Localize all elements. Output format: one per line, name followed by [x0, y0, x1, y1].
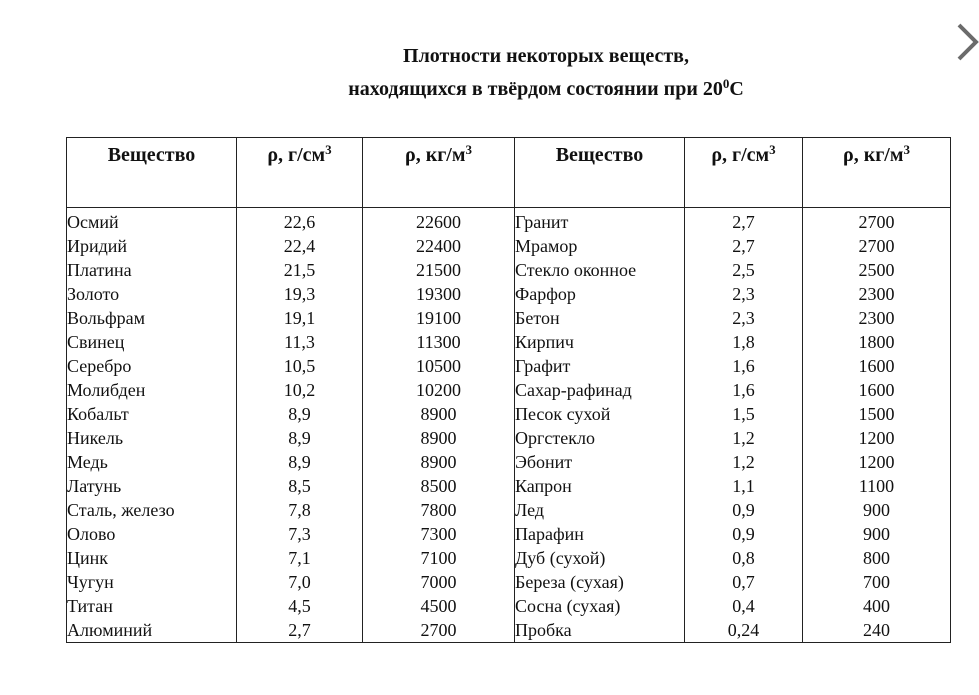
- cell-right-kg: 1100: [803, 474, 951, 498]
- cell-left-g: 7,1: [237, 546, 363, 570]
- cell-right-kg: 2700: [803, 234, 951, 258]
- cell-right-name: Стекло оконное: [515, 258, 685, 282]
- cell-left-kg: 21500: [363, 258, 515, 282]
- cell-right-name: Мрамор: [515, 234, 685, 258]
- table-row: [67, 618, 951, 643]
- table-row: [67, 498, 951, 522]
- cell-right-kg: 240: [803, 618, 951, 643]
- cell-right-kg: 2300: [803, 306, 951, 330]
- cell-right-kg: 1200: [803, 450, 951, 474]
- cell-left-g: 11,3: [237, 330, 363, 354]
- cell-right-name: Сахар-рафинад: [515, 378, 685, 402]
- cell-left-kg: 8900: [363, 450, 515, 474]
- cell-left-g: 22,4: [237, 234, 363, 258]
- cell-left-name: Серебро: [67, 354, 237, 378]
- cell-right-name: Эбонит: [515, 450, 685, 474]
- cell-left-name: Латунь: [67, 474, 237, 498]
- cell-right-kg: 800: [803, 546, 951, 570]
- header-substance-left: Вещество: [67, 138, 237, 208]
- cell-right-kg: 1600: [803, 378, 951, 402]
- cell-right-kg: 900: [803, 522, 951, 546]
- cell-right-kg: 2700: [803, 208, 951, 235]
- cell-left-g: 7,0: [237, 570, 363, 594]
- cell-left-g: 8,9: [237, 402, 363, 426]
- header-density-g-right: ρ, $г/см^3$: [685, 138, 803, 208]
- cell-right-kg: 2500: [803, 258, 951, 282]
- cell-left-name: Титан: [67, 594, 237, 618]
- cell-right-name: Капрон: [515, 474, 685, 498]
- table-row: [67, 208, 951, 235]
- cell-right-kg: 400: [803, 594, 951, 618]
- cell-left-name: Алюминий: [67, 618, 237, 643]
- title-line-1: Плотности некоторых веществ,: [403, 45, 689, 67]
- cell-left-kg: 22600: [363, 208, 515, 235]
- cell-left-g: 21,5: [237, 258, 363, 282]
- cell-left-name: Чугун: [67, 570, 237, 594]
- cell-right-g: 2,5: [685, 258, 803, 282]
- cell-left-name: Золото: [67, 282, 237, 306]
- table-row: [67, 354, 951, 378]
- cell-right-name: Гранит: [515, 208, 685, 235]
- cell-right-kg: 1600: [803, 354, 951, 378]
- table-row: [67, 594, 951, 618]
- cell-left-name: Молибден: [67, 378, 237, 402]
- cell-right-kg: 700: [803, 570, 951, 594]
- cell-left-kg: 4500: [363, 594, 515, 618]
- table-row: [67, 282, 951, 306]
- cell-right-name: Лед: [515, 498, 685, 522]
- cell-right-g: 1,2: [685, 426, 803, 450]
- table-row: [67, 570, 951, 594]
- cell-right-g: 1,5: [685, 402, 803, 426]
- table-header-row: [67, 138, 951, 208]
- header-density-kg-right: ρ, $кг/м^3$: [803, 138, 951, 208]
- cell-left-g: 7,8: [237, 498, 363, 522]
- cell-left-g: 22,6: [237, 208, 363, 235]
- cell-left-kg: 8900: [363, 402, 515, 426]
- cell-right-name: Сосна (сухая): [515, 594, 685, 618]
- cell-right-g: 0,4: [685, 594, 803, 618]
- cell-left-kg: 8500: [363, 474, 515, 498]
- cell-left-kg: 10200: [363, 378, 515, 402]
- cell-left-kg: 8900: [363, 426, 515, 450]
- table-row: [67, 258, 951, 282]
- cell-left-g: 10,5: [237, 354, 363, 378]
- header-density-kg-left: ρ, $кг/м^3$: [363, 138, 515, 208]
- cell-left-g: 8,9: [237, 450, 363, 474]
- cell-right-name: Кирпич: [515, 330, 685, 354]
- cell-right-g: 0,24: [685, 618, 803, 643]
- cell-left-g: 4,5: [237, 594, 363, 618]
- table-row: [67, 402, 951, 426]
- cell-right-g: 2,7: [685, 234, 803, 258]
- cell-right-kg: 2300: [803, 282, 951, 306]
- next-button[interactable]: [952, 20, 979, 64]
- cell-left-g: 2,7: [237, 618, 363, 643]
- cell-left-name: Олово: [67, 522, 237, 546]
- cell-left-name: Кобальт: [67, 402, 237, 426]
- table-row: [67, 546, 951, 570]
- cell-left-name: Свинец: [67, 330, 237, 354]
- cell-left-kg: 7300: [363, 522, 515, 546]
- cell-right-name: Графит: [515, 354, 685, 378]
- cell-left-kg: 19300: [363, 282, 515, 306]
- cell-right-g: 2,3: [685, 306, 803, 330]
- cell-left-kg: 7000: [363, 570, 515, 594]
- cell-right-g: 1,8: [685, 330, 803, 354]
- cell-left-name: Сталь, железо: [67, 498, 237, 522]
- cell-right-name: Парафин: [515, 522, 685, 546]
- cell-right-name: Бетон: [515, 306, 685, 330]
- cell-left-kg: 11300: [363, 330, 515, 354]
- cell-left-name: Иридий: [67, 234, 237, 258]
- cell-left-kg: 10500: [363, 354, 515, 378]
- cell-right-g: 0,9: [685, 498, 803, 522]
- cell-left-g: 19,1: [237, 306, 363, 330]
- cell-right-name: Пробка: [515, 618, 685, 643]
- cell-left-kg: 7100: [363, 546, 515, 570]
- cell-left-kg: 2700: [363, 618, 515, 643]
- cell-right-g: 1,1: [685, 474, 803, 498]
- cell-right-name: Дуб (сухой): [515, 546, 685, 570]
- cell-left-name: Медь: [67, 450, 237, 474]
- cell-right-g: 2,3: [685, 282, 803, 306]
- cell-right-g: 1,6: [685, 354, 803, 378]
- cell-left-name: Вольфрам: [67, 306, 237, 330]
- cell-right-kg: 1200: [803, 426, 951, 450]
- table-row: [67, 450, 951, 474]
- table-row: [67, 234, 951, 258]
- cell-left-g: 19,3: [237, 282, 363, 306]
- table-row: [67, 378, 951, 402]
- cell-right-name: Береза (сухая): [515, 570, 685, 594]
- cell-left-kg: 7800: [363, 498, 515, 522]
- density-table: [66, 137, 951, 643]
- chevron-right-icon: [952, 20, 979, 64]
- cell-left-g: 8,5: [237, 474, 363, 498]
- cell-right-name: Оргстекло: [515, 426, 685, 450]
- header-substance-right: Вещество: [515, 138, 685, 208]
- cell-right-g: 0,8: [685, 546, 803, 570]
- table-row: [67, 306, 951, 330]
- header-density-g-left: ρ, $г/см^3$: [237, 138, 363, 208]
- cell-left-name: Платина: [67, 258, 237, 282]
- cell-left-name: Цинк: [67, 546, 237, 570]
- table-row: [67, 426, 951, 450]
- cell-right-kg: 1500: [803, 402, 951, 426]
- cell-right-name: Песок сухой: [515, 402, 685, 426]
- cell-left-name: Осмий: [67, 208, 237, 235]
- cell-right-g: 1,2: [685, 450, 803, 474]
- table-row: [67, 474, 951, 498]
- page-title: [0, 40, 979, 106]
- cell-right-kg: 1800: [803, 330, 951, 354]
- cell-right-g: 0,7: [685, 570, 803, 594]
- cell-right-g: 0,9: [685, 522, 803, 546]
- cell-right-kg: 900: [803, 498, 951, 522]
- cell-right-g: 1,6: [685, 378, 803, 402]
- cell-right-g: 2,7: [685, 208, 803, 235]
- table-row: [67, 522, 951, 546]
- cell-right-name: Фарфор: [515, 282, 685, 306]
- title-line-2: находящихся в твёрдом состоянии при $20^0С$: [348, 76, 744, 100]
- cell-left-name: Никель: [67, 426, 237, 450]
- cell-left-g: 10,2: [237, 378, 363, 402]
- cell-left-g: 7,3: [237, 522, 363, 546]
- cell-left-kg: 22400: [363, 234, 515, 258]
- cell-left-g: 8,9: [237, 426, 363, 450]
- table-row: [67, 330, 951, 354]
- cell-left-kg: 19100: [363, 306, 515, 330]
